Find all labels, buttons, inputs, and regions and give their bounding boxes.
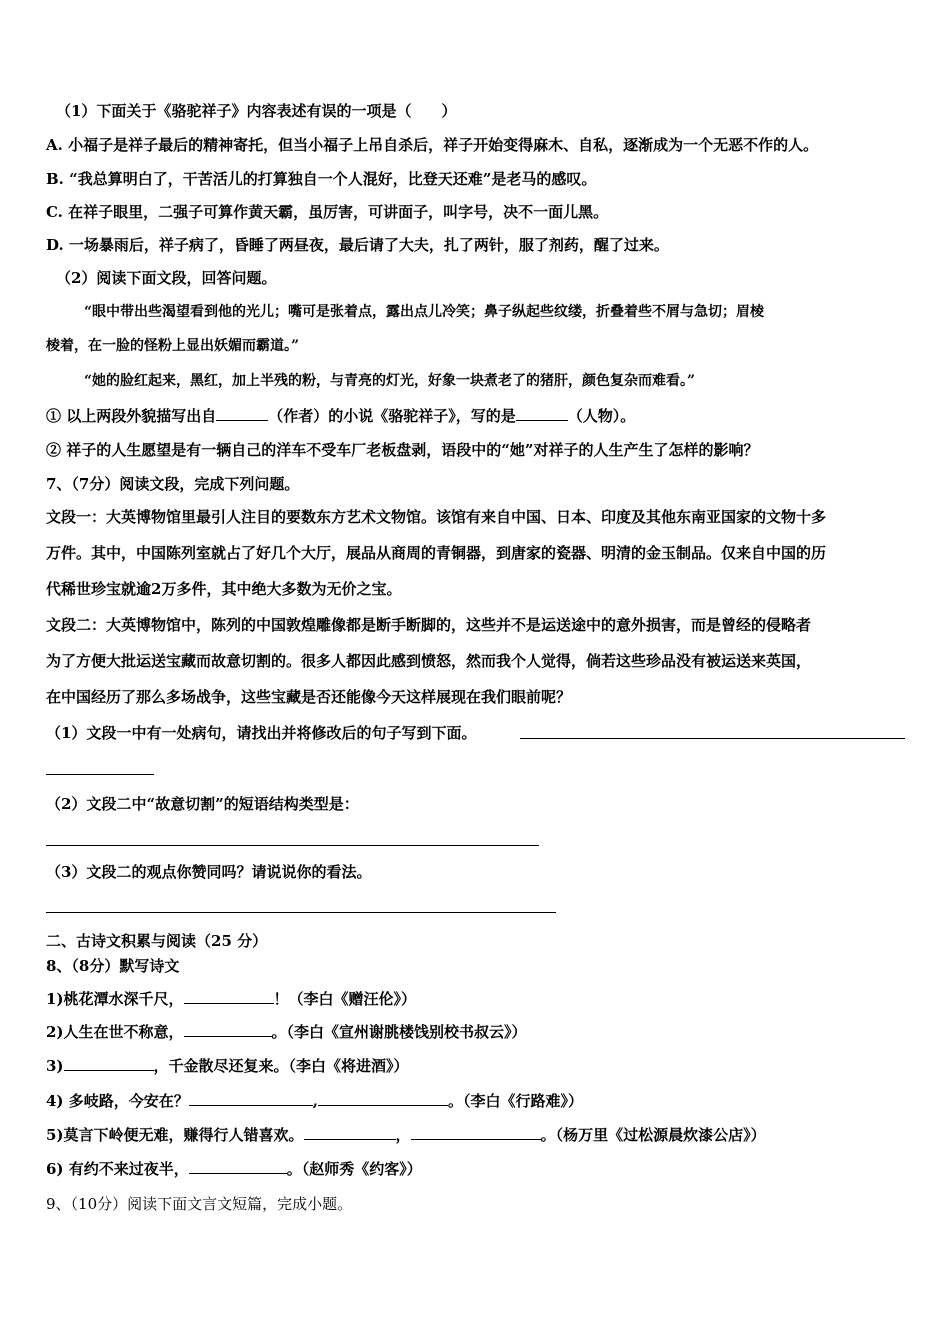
answer-blank[interactable] <box>64 1056 154 1071</box>
quote-1-line-1: “眼中带出些渴望看到他的光儿；嘴可是张着点，露出点儿冷笑；鼻子纵起些纹缕，折叠着些不屑与急切；眉棱 <box>84 304 765 320</box>
poem-5-comma: ， <box>395 1126 411 1144</box>
poem-line-5 <box>46 1125 766 1145</box>
q7-s2: （2）文段二中“故意切割”的短语结构类型是： <box>46 795 359 813</box>
quote-2: “她的脸红起来，黑红，加上半残的粉，与青亮的灯光，好象一块煮老了的猪肝，颜色复杂而难看。” <box>84 373 696 389</box>
q6-c1-text-b: （作者）的小说《骆驼祥子》，写的是 <box>268 407 516 425</box>
q7-p1-line-3: 代稀世珍宝就逾2万多件，其中绝大多数为无价之宝。 <box>46 580 402 598</box>
poem-3-prompt: 3) <box>46 1057 64 1075</box>
q7-p2-line-1: 文段二：大英博物馆中，陈列的中国敦煌雕像都是断手断脚的，这些并不是运送途中的意外损害，而是曾经的侵略者 <box>46 616 812 634</box>
q7-p1-line-1: 文段一：大英博物馆里最引人注目的要数东方艺术文物馆。该馆有来自中国、日本、印度及其他东南亚国家的文物十多 <box>46 508 827 526</box>
q8-title: 8、（8分）默写诗文 <box>46 957 180 975</box>
answer-blank[interactable] <box>516 406 568 421</box>
poem-line-6 <box>46 1159 422 1179</box>
q6-sub1-title: （1）下面关于《骆驼祥子》内容表述有误的一项是（ ） <box>56 102 457 120</box>
poem-line-1 <box>46 989 416 1009</box>
q7-p1-line-2: 万件。其中，中国陈列室就占了好几个大厅，展品从商周的青铜器，到唐家的瓷器、明清的金玉制品。仅来自中国的历 <box>46 544 827 562</box>
q7-s1 <box>46 723 476 743</box>
q6-c1-text-a: ① 以上两段外貌描写出自 <box>46 407 217 425</box>
answer-line[interactable] <box>520 738 905 739</box>
poem-2-source: 。（李白《宣州谢朓楼饯别校书叔云》） <box>271 1023 527 1041</box>
poem-4-comma: , <box>312 1092 318 1110</box>
poem-1-source: ！（李白《赠汪伦》） <box>273 990 417 1008</box>
poem-6-source: 。（赵师秀《约客》） <box>286 1160 422 1178</box>
option-c: C. 在祥子眼里，二强子可算作黄天霸，虽厉害，可讲面子，叫字号，决不一面儿黑。 <box>46 203 609 221</box>
q6-sub2-title: （2）阅读下面文段，回答问题。 <box>56 269 277 287</box>
q7-p2-line-3: 在中国经历了那么多场战争，这些宝藏是否还能像今天这样展现在我们眼前呢？ <box>46 688 572 706</box>
answer-line[interactable] <box>46 845 539 846</box>
poem-1-prompt: 1)桃花潭水深千尺， <box>46 990 184 1008</box>
q7-title: 7、（7分）阅读文段，完成下列问题。 <box>46 475 300 493</box>
answer-blank[interactable] <box>304 1125 396 1140</box>
poem-line-4 <box>46 1091 583 1111</box>
poem-3-source: ，千金散尽还复来。（李白《将进酒》） <box>153 1057 409 1075</box>
poem-2-prompt: 2)人生在世不称意， <box>46 1023 184 1041</box>
poem-line-3 <box>46 1056 409 1076</box>
answer-blank[interactable] <box>216 406 268 421</box>
answer-blank[interactable] <box>184 989 274 1004</box>
answer-blank[interactable] <box>184 1022 272 1037</box>
option-a: A. 小福子是祥子最后的精神寄托，但当小福子上吊自杀后，祥子开始变得麻木、自私，逐渐成为一个无恶不作的人。 <box>46 136 819 154</box>
poem-6-prompt: 6) 有约不来过夜半， <box>46 1160 189 1178</box>
poem-4-source: 。（李白《行路难》） <box>448 1092 584 1110</box>
q7-p2-line-2: 为了方便大批运送宝藏而故意切割的。很多人都因此感到愤怒，然而我个人觉得，倘若这些珍品没有被运送来英国， <box>46 652 812 670</box>
answer-blank[interactable] <box>411 1125 541 1140</box>
q7-s3: （3）文段二的观点你赞同吗？请说说你的看法。 <box>46 863 372 881</box>
answer-line[interactable] <box>46 912 556 913</box>
poem-4-prompt: 4) 多岐路，今安在？ <box>46 1092 189 1110</box>
answer-line[interactable] <box>46 774 154 775</box>
q6-c2: ② 祥子的人生愿望是有一辆自己的洋车不受车厂老板盘剥，语段中的“她”对祥子的人生产生了怎样的影响？ <box>46 441 759 459</box>
poem-5-source: 。（杨万里《过松源晨炊漆公店》） <box>540 1126 766 1144</box>
option-d: D. 一场暴雨后，祥子病了，昏睡了两昼夜，最后请了大夫，扎了两针，服了剂药，醒了过来。 <box>46 236 669 254</box>
q6-c1-text-c: （人物）。 <box>567 407 636 425</box>
section-2-title: 二、古诗文积累与阅读（25 分） <box>46 932 268 950</box>
poem-5-prompt: 5)莫言下岭便无难，赚得行人错喜欢。 <box>46 1126 304 1144</box>
q7-s1-text: （1）文段一中有一处病句，请找出并将修改后的句子写到下面。 <box>46 724 477 742</box>
option-b: B. “我总算明白了，干苦活儿的打算独自一个人混好，比登天还难”是老马的感叹。 <box>46 170 597 188</box>
q6-c1 <box>46 406 635 426</box>
q9-title: 9、（10分）阅读下面文言文短篇，完成小题。 <box>46 1195 353 1213</box>
answer-blank[interactable] <box>318 1091 448 1106</box>
answer-blank[interactable] <box>189 1091 313 1106</box>
answer-blank[interactable] <box>189 1159 287 1174</box>
quote-1-line-2: 棱着，在一脸的怪粉上显出妖媚而霸道。” <box>46 338 300 354</box>
poem-line-2 <box>46 1022 527 1042</box>
